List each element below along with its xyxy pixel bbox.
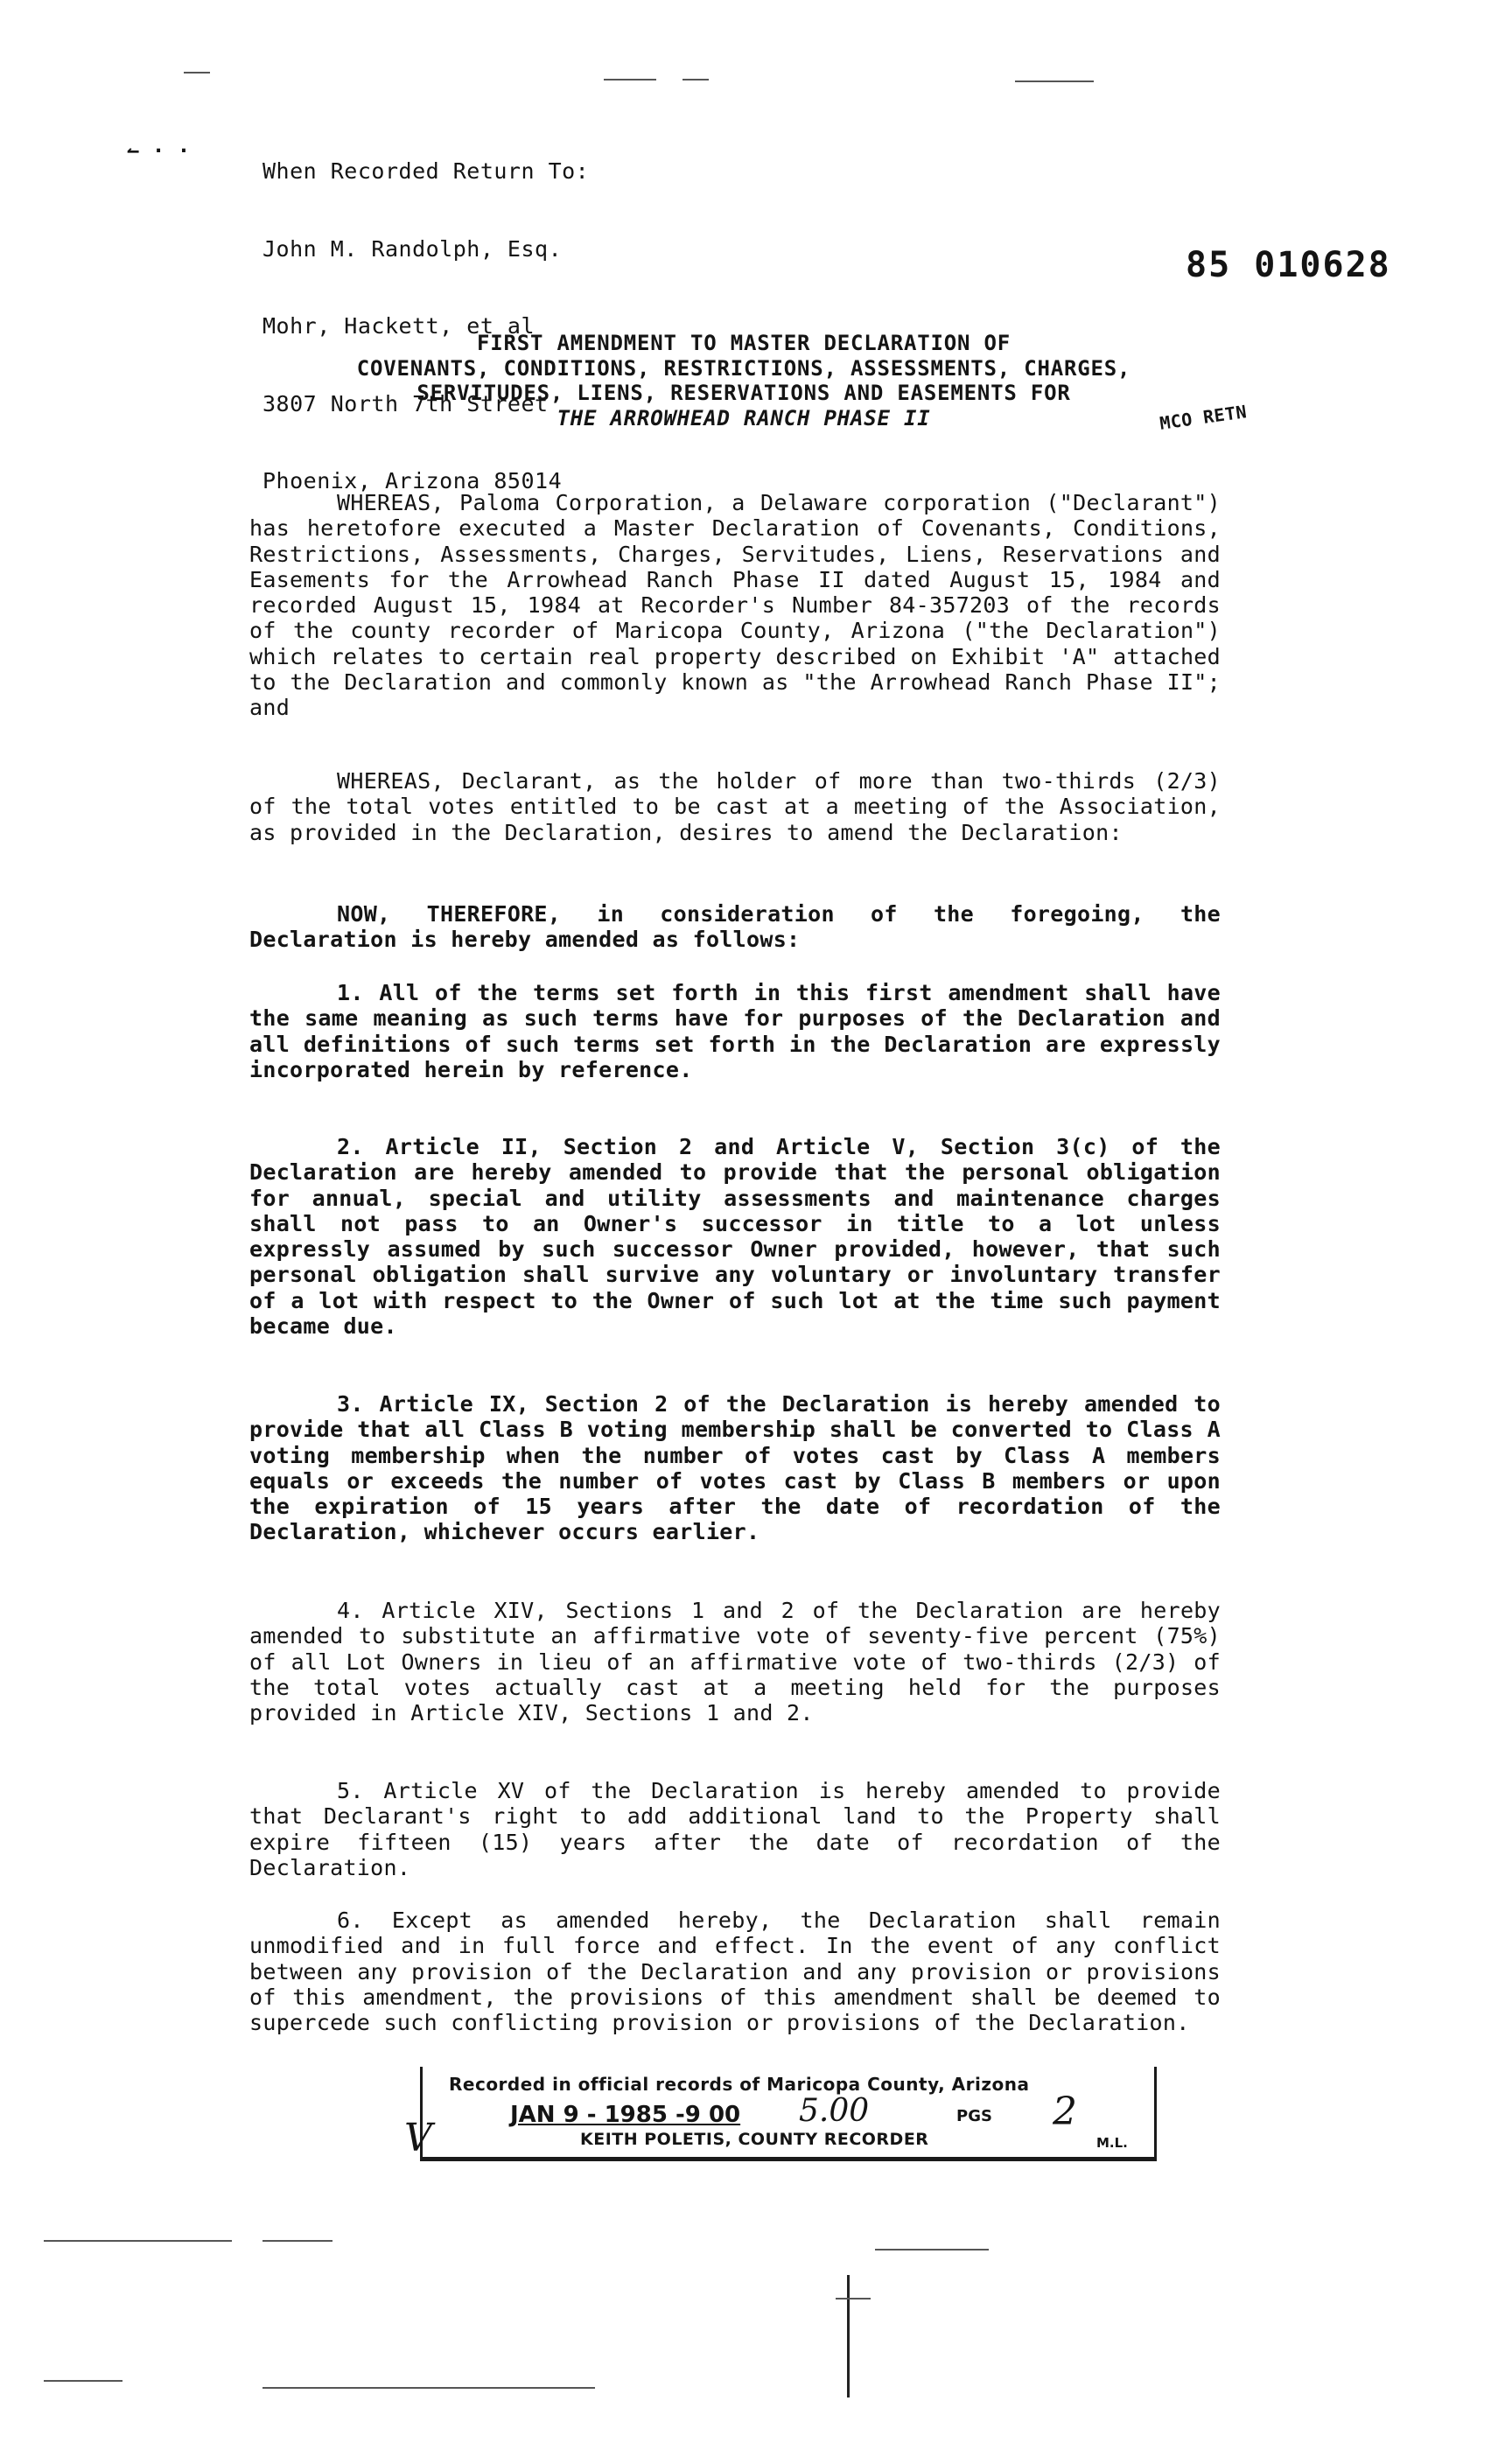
return-address-block	[262, 107, 875, 546]
scan-artifact	[44, 2380, 122, 2382]
signature-stroke	[847, 2275, 850, 2398]
stamp-margin-mark: V	[404, 2116, 432, 2160]
document-title	[262, 331, 1225, 430]
scan-artifact	[836, 2298, 871, 2300]
stamp-county-recorder: KEITH POLETIS, COUNTY RECORDER	[580, 2130, 929, 2149]
return-line: John M. Randolph, Esq.	[262, 235, 563, 262]
title-line: FIRST AMENDMENT TO MASTER DECLARATION OF	[477, 331, 1011, 355]
return-line: 3807 North 7th Street	[262, 390, 549, 416]
handwritten-stamp-note: MCO RETN	[1158, 401, 1249, 434]
paragraph-item-6: 6. Except as amended hereby, the Declaration shall remain unmodified and in full force and effect. In the event of any conflict between any provision of the Declaration and any provision or provisions of this amendment, the provisions of this amendment shall be deemed to supercede such conflicting provision or provisions of the Declaration.	[249, 1908, 1221, 2036]
stamp-recording-date: JAN 9 - 1985 -9 00	[510, 2102, 741, 2128]
margin-arrow-mark: ↼ · ·	[127, 138, 191, 163]
paragraph-item-4: 4. Article XIV, Sections 1 and 2 of the Declaration are hereby amended to substitute an affirmative vote of seventy-five percent (75%) of all Lot Owners in lieu of an affirmative vote of two-thirds (2/3) of the total votes actually cast at a meeting held for the purposes provided in Article XIV, Sections 1 and 2.	[249, 1598, 1221, 1726]
stamp-page-count: 2	[1053, 2090, 1077, 2134]
stamp-pgs-label: PGS	[956, 2107, 992, 2125]
title-line: THE ARROWHEAD RANCH PHASE II	[556, 405, 931, 430]
paragraph-whereas-2: WHEREAS, Declarant, as the holder of more than two-thirds (2/3) of the total votes entitled to be cast at a meeting of the Association, as provided in the Declaration, desires to amend the Declaration:	[249, 768, 1221, 845]
scan-artifact	[262, 2387, 595, 2389]
return-line: When Recorded Return To:	[262, 158, 590, 184]
scan-artifact	[262, 2240, 332, 2242]
return-line: Mohr, Hackett, et al	[262, 313, 536, 339]
stamp-initials: M.L.	[1096, 2135, 1128, 2151]
scan-artifact	[604, 79, 656, 80]
scan-artifact	[682, 79, 709, 80]
title-line: SERVITUDES, LIENS, RESERVATIONS AND EASEMENTS FOR	[416, 381, 1071, 405]
scan-artifact	[44, 2240, 232, 2242]
paragraph-item-2: 2. Article II, Section 2 and Article V, Section 3(c) of the Declaration are hereby amended to provide that the personal obligation for annual, special and utility assessments and maintenance charges shall not pass to an Owner's successor in title to a lot unless expressly assumed by such successor Owner provided, however, that such personal obligation shall survive any voluntary or involuntary transfer of a lot with respect to the Owner of such lot at the time such payment became due.	[249, 1134, 1221, 1340]
paragraph-item-5: 5. Article XV of the Declaration is hereby amended to provide that Declarant's right to add additional land to the Property shall expire fifteen (15) years after the date of recordation of the Declaration.	[249, 1778, 1221, 1880]
recording-stamp	[420, 2067, 1157, 2161]
scan-artifact	[1015, 80, 1094, 82]
paragraph-item-1: 1. All of the terms set forth in this first amendment shall have the same meaning as such terms have for purposes of the Declaration and all definitions of such terms set forth in the Declaration are expressly incorporated herein by reference.	[249, 980, 1221, 1082]
paragraph-whereas-1: WHEREAS, Paloma Corporation, a Delaware corporation ("Declarant") has heretofore executed a Master Declaration of Covenants, Conditions, Restrictions, Assessments, Charges, Servitudes, Liens, Reservations and Easements for the Arrowhead Ranch Phase II dated August 15, 1984 and recorded August 15, 1984 at Recorder's Number 84-357203 of the records of the county recorder of Maricopa County, Arizona ("the Declaration") which relates to certain real property described on Exhibit 'A" attached to the Declaration and commonly known as "the Arrowhead Ranch Phase II"; and	[249, 490, 1221, 721]
scan-artifact	[184, 72, 210, 74]
stamp-fee-amount: 5.00	[799, 2093, 870, 2129]
stamp-official-records-text: Recorded in official records of Maricopa County, Arizona	[449, 2074, 1030, 2095]
document-number: 85 010628	[1186, 245, 1391, 285]
paragraph-now-therefore: NOW, THEREFORE, in consideration of the foregoing, the Declaration is hereby amended as follows:	[249, 901, 1221, 953]
paragraph-item-3: 3. Article IX, Section 2 of the Declaration is hereby amended to provide that all Class B voting membership shall be converted to Class A voting membership when the number of votes cast by Class A members equals or exceeds the number of votes cast by Class B members or upon the expiration of 15 years after the date of recordation of the Declaration, whichever occurs earlier.	[249, 1391, 1221, 1545]
title-line: COVENANTS, CONDITIONS, RESTRICTIONS, ASSESSMENTS, CHARGES,	[356, 355, 1131, 381]
return-line: Phoenix, Arizona 85014	[262, 468, 563, 494]
scan-artifact	[875, 2249, 989, 2250]
